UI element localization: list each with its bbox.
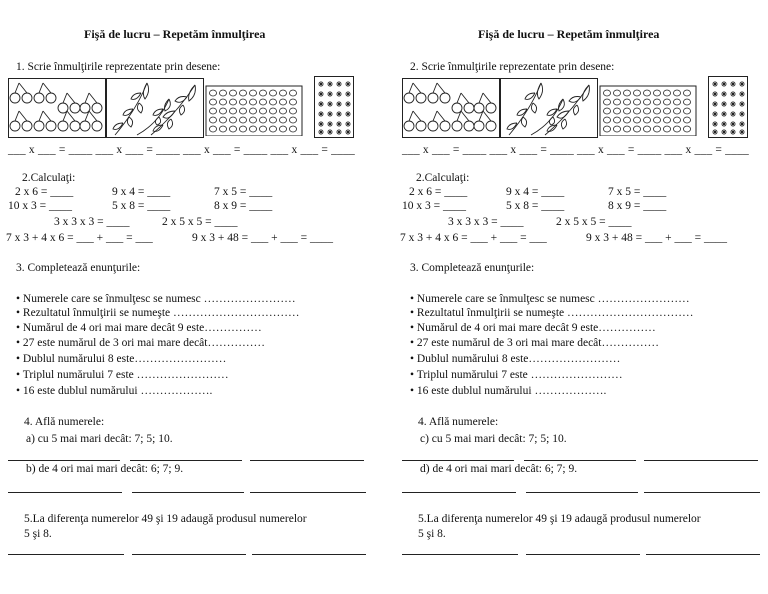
exercise-2-heading: 2.Calculaţi: xyxy=(22,172,76,184)
exercise-1-answer-blanks: ___ x ___ = ____ ___ x ___ = ____ ___ x ___ = ____ ___ x ___ = ____ xyxy=(8,144,355,156)
calc-2x6: 2 x 6 = ____ xyxy=(15,186,74,198)
calc-2x5x5: 2 x 5 x 5 = ____ xyxy=(556,216,632,228)
exercise-5-line-2: 5 şi 8. xyxy=(418,528,446,540)
calc-9x3-plus-48: 9 x 3 + 48 = ___ + ___ = ____ xyxy=(586,232,727,244)
exercise-4b: b) de 4 ori mai mari decât: 6; 7; 9. xyxy=(26,463,184,475)
calc-10x3: 10 x 3 = ____ xyxy=(402,200,466,212)
exercise-4-heading: 4. Află numerele: xyxy=(24,416,105,428)
answer-line xyxy=(132,554,246,555)
answer-line xyxy=(130,460,242,461)
answer-line xyxy=(526,554,640,555)
calc-5x8: 5 x 8 = ____ xyxy=(506,200,565,212)
answer-line xyxy=(644,492,760,493)
calc-8x9: 8 x 9 = ____ xyxy=(214,200,273,212)
answer-line xyxy=(524,460,636,461)
circles-drawing xyxy=(204,78,304,138)
statement-item: • Triplul numărului 7 este …………………… xyxy=(16,369,229,381)
exercise-1-heading: 1. Scrie înmulţirile reprezentate prin desene: xyxy=(16,61,221,73)
worksheet-left xyxy=(6,0,376,594)
circles-drawing xyxy=(598,78,698,138)
stars-drawing xyxy=(708,76,748,138)
calc-3x3x3: 3 x 3 x 3 = ____ xyxy=(448,216,524,228)
statement-item: • Rezultatul înmulţirii se numeşte …………………………… xyxy=(410,307,694,319)
calc-8x9: 8 x 9 = ____ xyxy=(608,200,667,212)
leaves-drawing xyxy=(106,78,204,138)
cherries-drawing xyxy=(402,78,500,138)
answer-line xyxy=(526,492,638,493)
answer-line xyxy=(132,492,244,493)
statement-item: • Numerele care se înmulţesc se numesc …………………… xyxy=(16,293,296,305)
cherries-drawing xyxy=(8,78,106,138)
stars-drawing xyxy=(314,76,354,138)
answer-line xyxy=(402,554,518,555)
calc-10x3: 10 x 3 = ____ xyxy=(8,200,72,212)
answer-line xyxy=(646,554,760,555)
statement-item: • 16 este dublul numărului ………………. xyxy=(410,385,607,397)
calc-9x3-plus-48: 9 x 3 + 48 = ___ + ___ = ____ xyxy=(192,232,333,244)
statement-item: • 16 este dublul numărului ………………. xyxy=(16,385,213,397)
exercise-5-line-1: 5.La diferenţa numerelor 49 şi 19 adaugă produsul numerelor xyxy=(418,513,701,525)
answer-line xyxy=(8,492,122,493)
calc-2x6: 2 x 6 = ____ xyxy=(409,186,468,198)
exercise-3-heading: 3. Completează enunţurile: xyxy=(16,262,141,274)
calc-7x5: 7 x 5 = ____ xyxy=(214,186,273,198)
worksheet-right xyxy=(400,0,768,594)
exercise-3-heading: 3. Completează enunţurile: xyxy=(410,262,535,274)
answer-line xyxy=(250,460,364,461)
statement-item: • Rezultatul înmulţirii se numeşte …………………………… xyxy=(16,307,300,319)
calc-7x3-plus-4x6: 7 x 3 + 4 x 6 = ___ + ___ = ___ xyxy=(400,232,547,244)
calc-9x4: 9 x 4 = ____ xyxy=(112,186,171,198)
answer-line xyxy=(250,492,366,493)
calc-3x3x3: 3 x 3 x 3 = ____ xyxy=(54,216,130,228)
exercise-1-drawings xyxy=(8,78,368,138)
exercise-2-heading: 2.Calculaţi: xyxy=(416,172,470,184)
worksheet-title: Fişă de lucru – Repetăm înmulţirea xyxy=(84,27,266,41)
exercise-4a: c) cu 5 mai mari decât: 7; 5; 10. xyxy=(420,433,567,445)
exercise-1-drawings xyxy=(402,78,762,138)
answer-line xyxy=(8,554,124,555)
exercise-5-line-2: 5 şi 8. xyxy=(24,528,52,540)
answer-line xyxy=(402,460,514,461)
statement-item: • 27 este numărul de 3 ori mai mare decât…………… xyxy=(16,337,265,349)
exercise-4b: d) de 4 ori mai mari decât: 6; 7; 9. xyxy=(420,463,578,475)
calc-7x3-plus-4x6: 7 x 3 + 4 x 6 = ___ + ___ = ___ xyxy=(6,232,153,244)
answer-line xyxy=(644,460,758,461)
statement-item: • Triplul numărului 7 este …………………… xyxy=(410,369,623,381)
worksheet-title: Fişă de lucru – Repetăm înmulţirea xyxy=(478,27,660,41)
exercise-1-heading: 2. Scrie înmulţirile reprezentate prin desene: xyxy=(410,61,615,73)
statement-item: • Dublul numărului 8 este…………………… xyxy=(410,353,621,365)
leaves-drawing xyxy=(500,78,598,138)
statement-item: • Numerele care se înmulţesc se numesc …………………… xyxy=(410,293,690,305)
statement-item: • Numărul de 4 ori mai mare decât 9 este…………… xyxy=(410,322,656,334)
statement-item: • Numărul de 4 ori mai mare decât 9 este…………… xyxy=(16,322,262,334)
answer-line xyxy=(252,554,366,555)
answer-line xyxy=(402,492,516,493)
statement-item: • 27 este numărul de 3 ori mai mare decât…………… xyxy=(410,337,659,349)
exercise-4a: a) cu 5 mai mari decât: 7; 5; 10. xyxy=(26,433,173,445)
statement-item: • Dublul numărului 8 este…………………… xyxy=(16,353,227,365)
exercise-1-answer-blanks: ___ x ___ = ____ ___ x ___ = ____ ___ x ___ = ____ ___ x ___ = ____ xyxy=(402,144,749,156)
calc-9x4: 9 x 4 = ____ xyxy=(506,186,565,198)
answer-line xyxy=(8,460,120,461)
calc-2x5x5: 2 x 5 x 5 = ____ xyxy=(162,216,238,228)
calc-5x8: 5 x 8 = ____ xyxy=(112,200,171,212)
exercise-4-heading: 4. Află numerele: xyxy=(418,416,499,428)
calc-7x5: 7 x 5 = ____ xyxy=(608,186,667,198)
exercise-5-line-1: 5.La diferenţa numerelor 49 şi 19 adaugă produsul numerelor xyxy=(24,513,307,525)
